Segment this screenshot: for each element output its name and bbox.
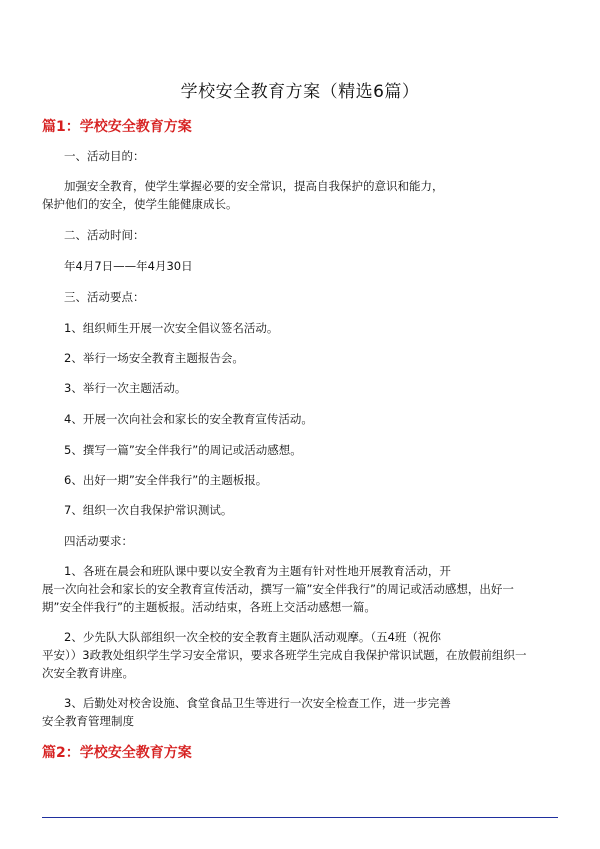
paragraph-line: 安全教育管理制度 [42, 714, 134, 728]
paragraph-heading-requirements: 四活动要求： [64, 534, 133, 548]
section-heading-2: 篇2：学校安全教育方案 [42, 745, 192, 761]
paragraph-line: 2、少先队大队部组织一次全校的安全教育主题队活动观摩。（五4班（祝你 [64, 630, 441, 644]
paragraph-line: 1、各班在晨会和班队课中要以安全教育为主题有针对性地开展教育活动，开 [64, 564, 451, 578]
list-item: 5、撰写一篇”安全伴我行”的周记或活动感想。 [64, 443, 302, 457]
document-title: 学校安全教育方案（精选6篇） [180, 82, 420, 102]
paragraph-line: 平安））3政教处组织学生学习安全常识，要求各班学生完成自我保护常识试题，在放假前组织一 [42, 648, 527, 662]
footer-rule [42, 817, 558, 818]
list-item: 7、组织一次自我保护常识测试。 [64, 503, 233, 517]
paragraph-heading-time: 二、活动时间： [64, 228, 145, 242]
paragraph-line: 加强安全教育，使学生掌握必要的安全常识，提高自我保护的意识和能力， [64, 179, 444, 193]
paragraph-heading-points: 三、活动要点： [64, 290, 145, 304]
paragraph-line: 次安全教育讲座。 [42, 666, 134, 680]
list-item: 2、举行一场安全教育主题报告会。 [64, 351, 244, 365]
paragraph-line: 展一次向社会和家长的安全教育宣传活动，撰写一篇”安全伴我行”的周记或活动感想，出好一 [42, 582, 514, 596]
list-item: 6、出好一期”安全伴我行”的主题板报。 [64, 473, 268, 487]
paragraph-line: 保护他们的安全，使学生能健康成长。 [42, 197, 238, 211]
list-item: 4、开展一次向社会和家长的安全教育宣传活动。 [64, 412, 313, 426]
paragraph-line: 期”安全伴我行”的主题板报。活动结束，各班上交活动感想一篇。 [42, 600, 376, 614]
paragraph-line: 年4月7日——年4月30日 [64, 259, 193, 273]
list-item: 1、组织师生开展一次安全倡议签名活动。 [64, 321, 279, 335]
paragraph-heading-purpose: 一、活动目的： [64, 149, 145, 163]
section-heading-1: 篇1：学校安全教育方案 [42, 119, 192, 135]
paragraph-line: 3、后勤处对校舍设施、食堂食品卫生等进行一次安全检查工作，进一步完善 [64, 696, 451, 710]
list-item: 3、举行一次主题活动。 [64, 381, 187, 395]
